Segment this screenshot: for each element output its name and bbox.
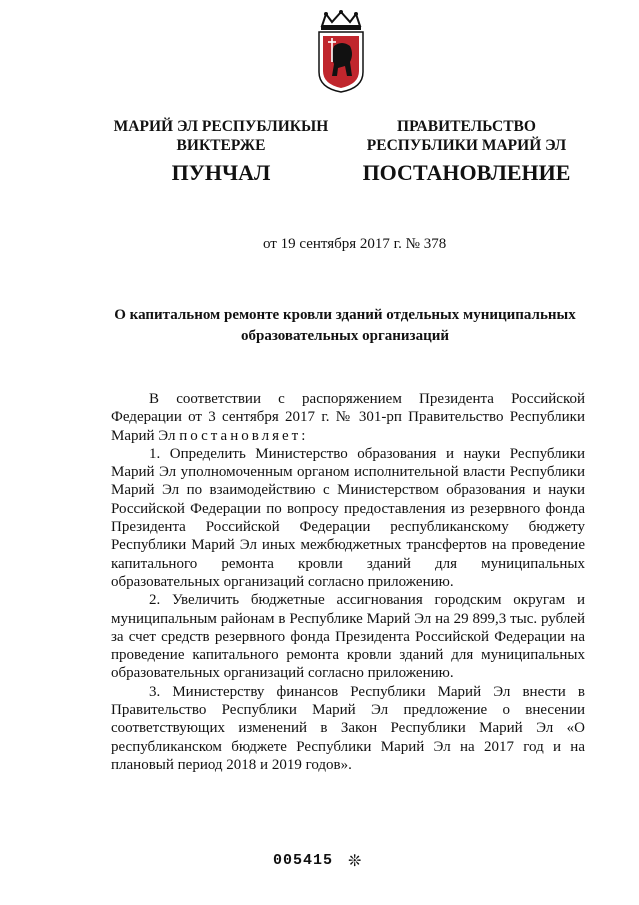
date-number-line: от 19 сентября 2017 г. № 378	[263, 236, 447, 252]
paragraph-preamble	[111, 390, 585, 445]
header-right-line2: РЕСПУБЛИКИ МАРИЙ ЭЛ	[366, 137, 567, 154]
paragraph-2: 2. Увеличить бюджетные ассигнования городским округам и муниципальным районам в Республике Марий Эл на 29 899,3 тыс. рублей за счет средств резервного фонда Президента Российской Федерации на проведение капитального ремонта кровли зданий для муниципальных образовательных организаций согласно приложению.	[111, 592, 585, 682]
preamble-decree-word: постановляет:	[179, 427, 309, 444]
ornament-mark: ❊	[348, 853, 362, 870]
document-heading: О капитальном ремонте кровли зданий отдельных муниципальных образовательных организаций	[114, 307, 576, 344]
preamble-text: В соответствии с распоряжением Президента Российской Федерации от 3 сентября 2017 г. № 301-рп Правительство Республики Марий Эл	[111, 391, 585, 444]
serial-number: 005415	[273, 852, 334, 869]
paragraph-3: 3. Министерству финансов Республики Марий Эл внести в Правительство Республики Марий Эл предложение о внесении соответствующих изменений в Закон Республики Марий Эл «О республиканском бюджете Республики Марий Эл на 2017 год и на плановый период 2018 и 2019 годов».	[111, 683, 585, 773]
document-type-mari: ПУНЧАЛ	[171, 160, 271, 185]
coat-of-arms-icon	[312, 10, 370, 94]
document-body	[111, 390, 585, 774]
header-left-line2: ВИКТЕРЖЕ	[176, 137, 266, 154]
document-type-russian: ПОСТАНОВЛЕНИЕ	[362, 160, 571, 185]
header-right-line1: ПРАВИТЕЛЬСТВО	[397, 118, 536, 135]
header-right-name	[354, 117, 579, 155]
paragraph-1: 1. Определить Министерство образования и науки Республики Марий Эл уполномоченным органом исполнительной власти Республики Марий Эл по взаимодействию с Министерством образования и науки Российской Федерации по вопросу предоставления из резервного фонда Президента Российской Федерации республиканскому бюджету Республики Марий Эл иных межбюджетных трансфертов на проведение капитального ремонта кровли зданий для муниципальных образовательных организаций согласно приложению.	[111, 445, 585, 590]
header-left-line1: МАРИЙ ЭЛ РЕСПУБЛИКЫН	[113, 118, 329, 135]
header-left-name	[96, 117, 346, 155]
